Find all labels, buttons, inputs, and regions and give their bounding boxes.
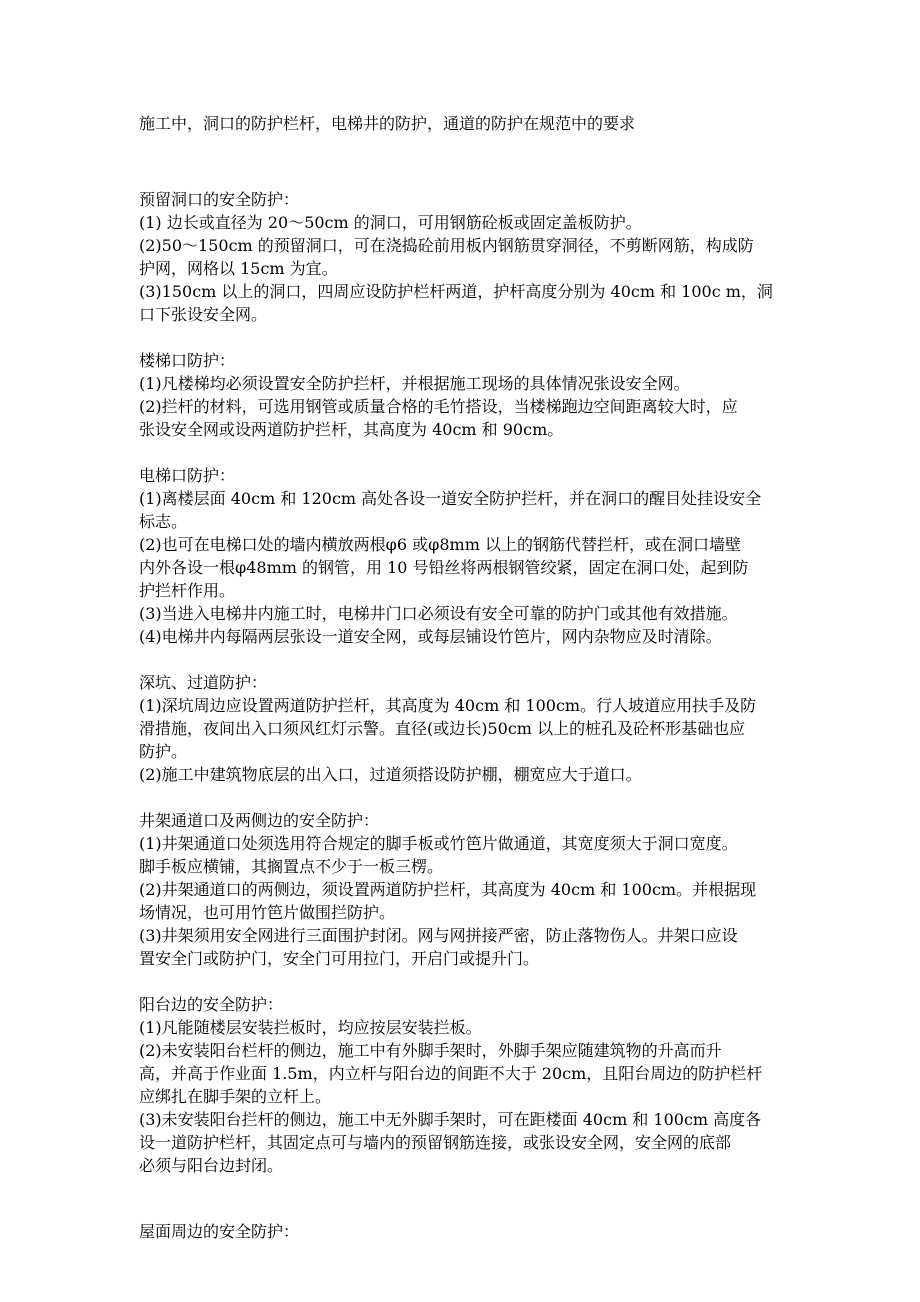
section-line: (1)凡能随楼层安装拦板时，均应按层安装拦板。 [139, 1018, 482, 1037]
section-line: (1) 边长或直径为 20～50cm 的洞口，可用钢筋砼板或固定盖板防护。 [139, 213, 642, 232]
section-line: 应绑扎在脚手架的立杆上。 [139, 1087, 332, 1106]
section-heading: 阳台边的安全防护： [139, 995, 284, 1014]
section-heading-roof-edge: 屋面周边的安全防护： [139, 1222, 300, 1241]
section-line: (1)离楼层面 40cm 和 120cm 高处各设一道安全防护拦杆，并在洞口的醒目处挂设安全 [139, 489, 762, 508]
section-line: (1)井架通道口处须选用符合规定的脚手板或竹笆片做通道，其宽度须大于洞口宽度。 [139, 834, 738, 853]
section-line: 场情况，也可用竹笆片做围拦防护。 [139, 903, 396, 922]
section-line: 护网，网格以 15cm 为宜。 [139, 259, 338, 278]
section-line: (3)井架须用安全网进行三面围护封闭。网与网拼接严密，防止落物伤人。井架口应设 [139, 926, 738, 945]
section-line: 必须与阳台边封闭。 [139, 1156, 284, 1175]
section-line: (2)施工中建筑物底层的出入口，过道须搭设防护棚，棚宽应大于道口。 [139, 765, 642, 784]
section-pits-passages [139, 671, 799, 786]
section-line: 张设安全网或设两道防护拦杆，其高度为 40cm 和 90cm。 [139, 420, 564, 439]
section-heading: 预留洞口的安全防护： [139, 190, 300, 209]
section-line: 标志。 [139, 512, 188, 531]
section-line: (2)拦杆的材料，可选用钢管或质量合格的毛竹搭设，当楼梯跑边空间距离较大时，应 [139, 397, 738, 416]
section-line: 护拦杆作用。 [139, 581, 236, 600]
section-heading: 深坑、过道防护： [139, 673, 268, 692]
section-line: (2)50～150cm 的预留洞口，可在浇捣砼前用板内钢筋贯穿洞径，不剪断网筋，构成防 [139, 236, 754, 255]
section-balcony-edge [139, 993, 799, 1177]
section-line: (3)未安装阳台拦杆的侧边，施工中无外脚手架时，可在距楼面 40cm 和 100cm 高度各 [139, 1110, 762, 1129]
section-line: (3)当进入电梯井内施工时，电梯井门口必须设有安全可靠的防护门或其他有效措施。 [139, 604, 738, 623]
section-line: (3)150cm 以上的洞口，四周应设防护栏杆两道，护杆高度分别为 40cm 和 100c m，洞 [139, 282, 773, 301]
section-heading: 楼梯口防护： [139, 351, 236, 370]
section-line: 滑措施，夜间出入口须风红灯示警。直径(或边长)50cm 以上的桩孔及砼杯形基础也应 [139, 719, 746, 738]
document-body [139, 188, 799, 1200]
section-line: (2)未安装阳台栏杆的侧边，施工中有外脚手架时，外脚手架应随建筑物的升高而升 [139, 1041, 722, 1060]
section-heading: 井架通道口及两侧边的安全防护： [139, 811, 380, 830]
document-title: 施工中，洞口的防护栏杆，电梯井的防护，通道的防护在规范中的要求 [139, 114, 636, 133]
section-line: 内外各设一根φ48mm 的钢管，用 10 号铅丝将两根钢管绞紧，固定在洞口处，起到防 [139, 558, 749, 577]
section-reserved-openings [139, 188, 799, 326]
section-line: (2)也可在电梯口处的墙内横放两根φ6 或φ8mm 以上的钢筋代替拦杆，或在洞口墙壁 [139, 535, 741, 554]
section-line: 口下张设安全网。 [139, 305, 268, 324]
section-line: (2)井架通道口的两侧边，须设置两道防护拦杆，其高度为 40cm 和 100cm。并根据现 [139, 880, 757, 899]
section-line: (4)电梯井内每隔两层张设一道安全网，或每层铺设竹笆片，网内杂物应及时清除。 [139, 627, 722, 646]
section-heading: 电梯口防护： [139, 466, 236, 485]
section-stairwell [139, 349, 799, 441]
section-hoist-passage [139, 809, 799, 970]
section-line: 高，并高于作业面 1.5m，内立杆与阳台边的间距不大于 20cm，且阳台周边的防护栏杆 [139, 1064, 763, 1083]
section-line: 置安全门或防护门，安全门可用拉门，开启门或提升门。 [139, 949, 540, 968]
section-elevator-opening [139, 464, 799, 648]
section-line: 脚手板应横铺，其搁置点不少于一板三楞。 [139, 857, 444, 876]
section-line: (1)深坑周边应设置两道防护拦杆，其高度为 40cm 和 100cm。行人坡道应用扶手及防 [139, 696, 757, 715]
section-line: (1)凡楼梯均必须设置安全防护拦杆，并根据施工现场的具体情况张设安全网。 [139, 374, 690, 393]
section-line: 设一道防护栏杆，其固定点可与墙内的预留钢筋连接，或张设安全网，安全网的底部 [139, 1133, 732, 1152]
section-line: 防护。 [139, 742, 188, 761]
